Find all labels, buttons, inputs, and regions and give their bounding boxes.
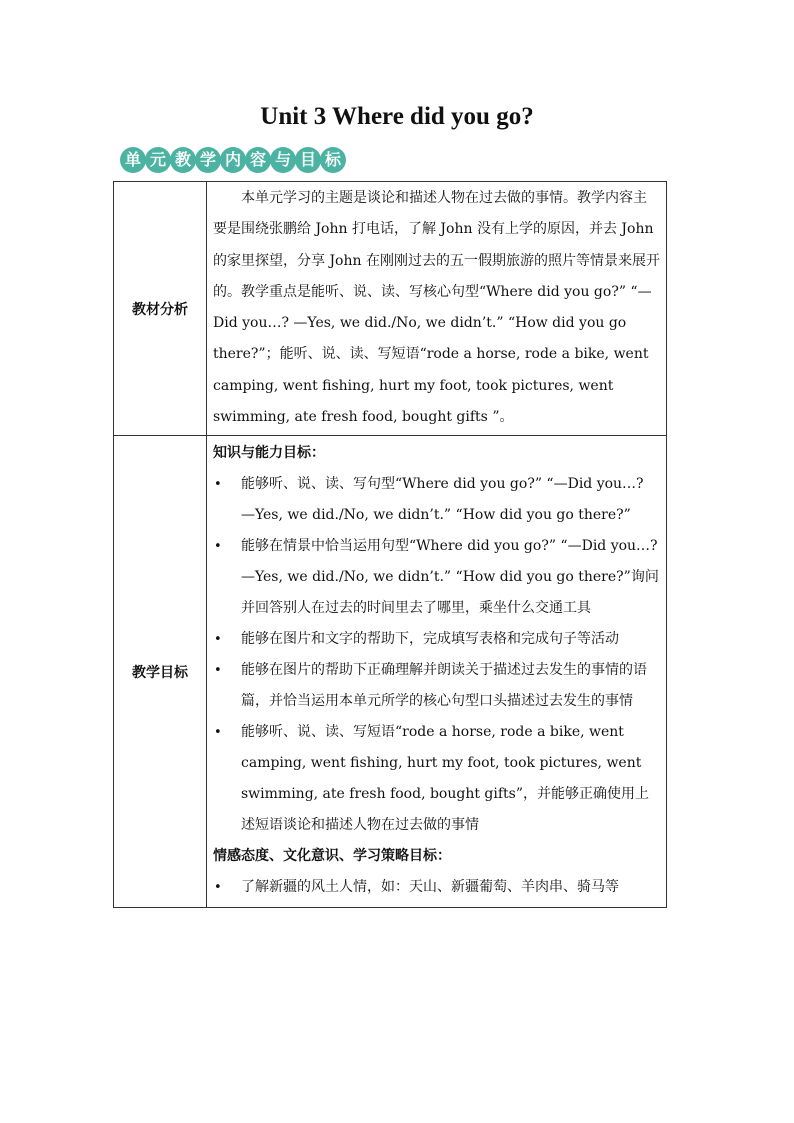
banner-char: 单 — [120, 147, 146, 173]
banner-char: 标 — [320, 147, 346, 173]
bullet-icon: • — [214, 539, 222, 555]
banner-char: 与 — [270, 147, 296, 173]
goal-section-heading: 知识与能力目标： — [213, 445, 325, 462]
goal-list — [213, 469, 660, 841]
row-content-cell — [207, 182, 667, 436]
analysis-text: 本单元学习的主题是谈论和描述人物在过去做的事情。教学内容主要是围绕张鹏给 John 打电话，了解 John 没有上学的原因，并去 John 的家里探望，分享 John 在刚刚过去的五一假期旅游的照片等情景来展开的。教学重点是能听、说、读、写核心句型“Where did you go?” “—Did you…? —Yes, we did./No, we didn’t.” “How did you go there?”；能听、说、读、写短语“rode a horse, rode a bike, went camping, went fishing, hurt my foot, took pictures, went swimming, ate fresh food, bought gifts ”。 — [213, 190, 660, 426]
banner-char: 元 — [145, 147, 171, 173]
banner-char: 学 — [195, 147, 221, 173]
row-label: 教材分析 — [132, 301, 188, 318]
table-row-goals — [114, 436, 667, 908]
bullet-icon: • — [214, 663, 222, 679]
banner-char: 内 — [220, 147, 246, 173]
row-label-cell — [114, 182, 207, 436]
content-table — [113, 181, 667, 908]
list-item — [213, 624, 660, 655]
bullet-icon: • — [214, 477, 222, 493]
row-label-cell — [114, 436, 207, 908]
row-label: 教学目标 — [132, 664, 188, 681]
goal-item-text: 能够听、说、读、写句型“Where did you go?” “—Did you…? —Yes, we did./No, we didn’t.” “How did you go there?” — [241, 476, 644, 524]
goal-item-text: 了解新疆的风土人情，如：天山、新疆葡萄、羊肉串、骑马等 — [241, 879, 619, 896]
goal-item-text: 能够在图片和文字的帮助下，完成填写表格和完成句子等活动 — [241, 631, 619, 648]
list-item — [213, 717, 660, 841]
list-item — [213, 655, 660, 717]
row-content-cell — [207, 436, 667, 908]
banner-char: 容 — [245, 147, 271, 173]
page-title: Unit 3 Where did you go? — [260, 103, 534, 130]
goal-list — [213, 872, 660, 903]
bullet-icon: • — [214, 632, 222, 648]
list-item — [213, 531, 660, 624]
banner-char: 教 — [170, 147, 196, 173]
bullet-icon: • — [214, 880, 222, 896]
banner-char: 目 — [295, 147, 321, 173]
list-item — [213, 469, 660, 531]
section-banner — [120, 145, 345, 174]
list-item — [213, 872, 660, 903]
table-row-analysis — [114, 182, 667, 436]
bullet-icon: • — [214, 725, 222, 741]
goal-section-heading: 情感态度、文化意识、学习策略目标： — [213, 848, 451, 865]
goal-item-text: 能够听、说、读、写短语“rode a horse, rode a bike, went camping, went fishing, hurt my foot, took pictures, went swimming, ate fresh food, bought gifts”，并能够正确使用上述短语谈论和描述人物在过去做的事情 — [241, 724, 650, 834]
goal-item-text: 能够在图片的帮助下正确理解并朗读关于描述过去发生的事情的语篇，并恰当运用本单元所学的核心句型口头描述过去发生的事情 — [241, 662, 647, 710]
goal-item-text: 能够在情景中恰当运用句型“Where did you go?” “—Did you…? —Yes, we did./No, we didn’t.” “How did you go there?”询问并回答别人在过去的时间里去了哪里，乘坐什么交通工具 — [241, 538, 659, 617]
